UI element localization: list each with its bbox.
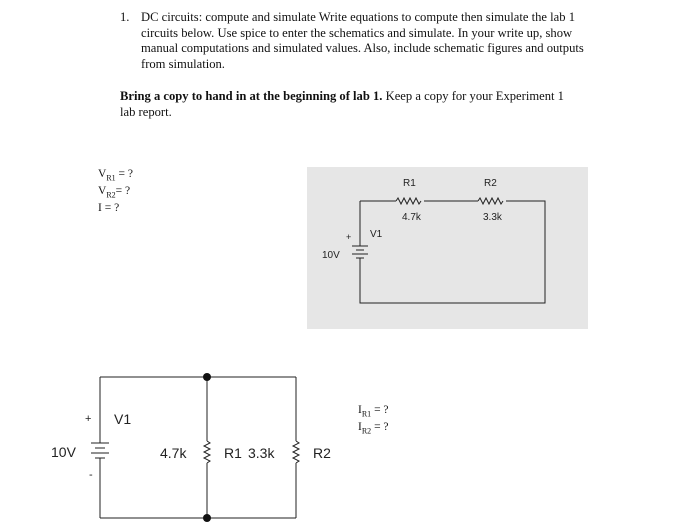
series-wire-top-right: [360, 201, 545, 303]
series-source-value: 10V: [322, 250, 340, 261]
series-r2-value: 3.3k: [483, 212, 502, 223]
parallel-source-value: 10V: [51, 444, 76, 460]
series-source-plus: +: [346, 232, 352, 242]
series-source-name: V1: [370, 229, 383, 240]
question-i: I = ?: [98, 201, 120, 214]
parallel-r1-value: 4.7k: [160, 445, 187, 461]
series-r1-value: 4.7k: [402, 212, 421, 223]
parallel-r2-resistor: [293, 441, 299, 463]
note-bold-2: beginning of lab 1.: [283, 89, 383, 103]
parallel-source-plus: +: [85, 413, 92, 425]
task-number: 1.: [120, 10, 130, 24]
series-r1-name: R1: [403, 178, 416, 189]
parallel-node-top: [203, 373, 211, 381]
question-vr1: $V_{R1}$ = ?: [98, 168, 133, 183]
parallel-node-bottom: [203, 514, 211, 522]
parallel-r1-resistor: [204, 441, 210, 463]
series-r1-resistor: [396, 198, 421, 204]
parallel-r2-name: R2: [313, 445, 331, 461]
question-vr2: $V_{R2}=$ ?: [98, 184, 131, 200]
parallel-r2-value: 3.3k: [248, 445, 275, 461]
question-ir2: $I_{R2}$ = ?: [358, 420, 389, 436]
note-bold-1: Bring a copy to hand in at the: [120, 89, 280, 103]
question-ir1: $I_{R1}$ = ?: [358, 404, 389, 419]
parallel-source-minus: -: [89, 469, 93, 481]
parallel-source-name: V1: [114, 411, 132, 427]
parallel-r1-name: R1: [224, 445, 242, 461]
series-r2-name: R2: [484, 178, 497, 189]
note-rest: Keep a copy for your Experiment 1 lab report.: [120, 89, 564, 119]
series-r2-resistor: [478, 198, 503, 204]
series-circuit: [352, 198, 545, 303]
task-text: DC circuits: compute and simulate Write equations to compute then simulate the lab 1 circuits below. Use spice to enter the schematics and simulate. In your write up, show manual computations and simulated values. Also, include schematic figures and outputs from simulation.: [141, 10, 584, 71]
